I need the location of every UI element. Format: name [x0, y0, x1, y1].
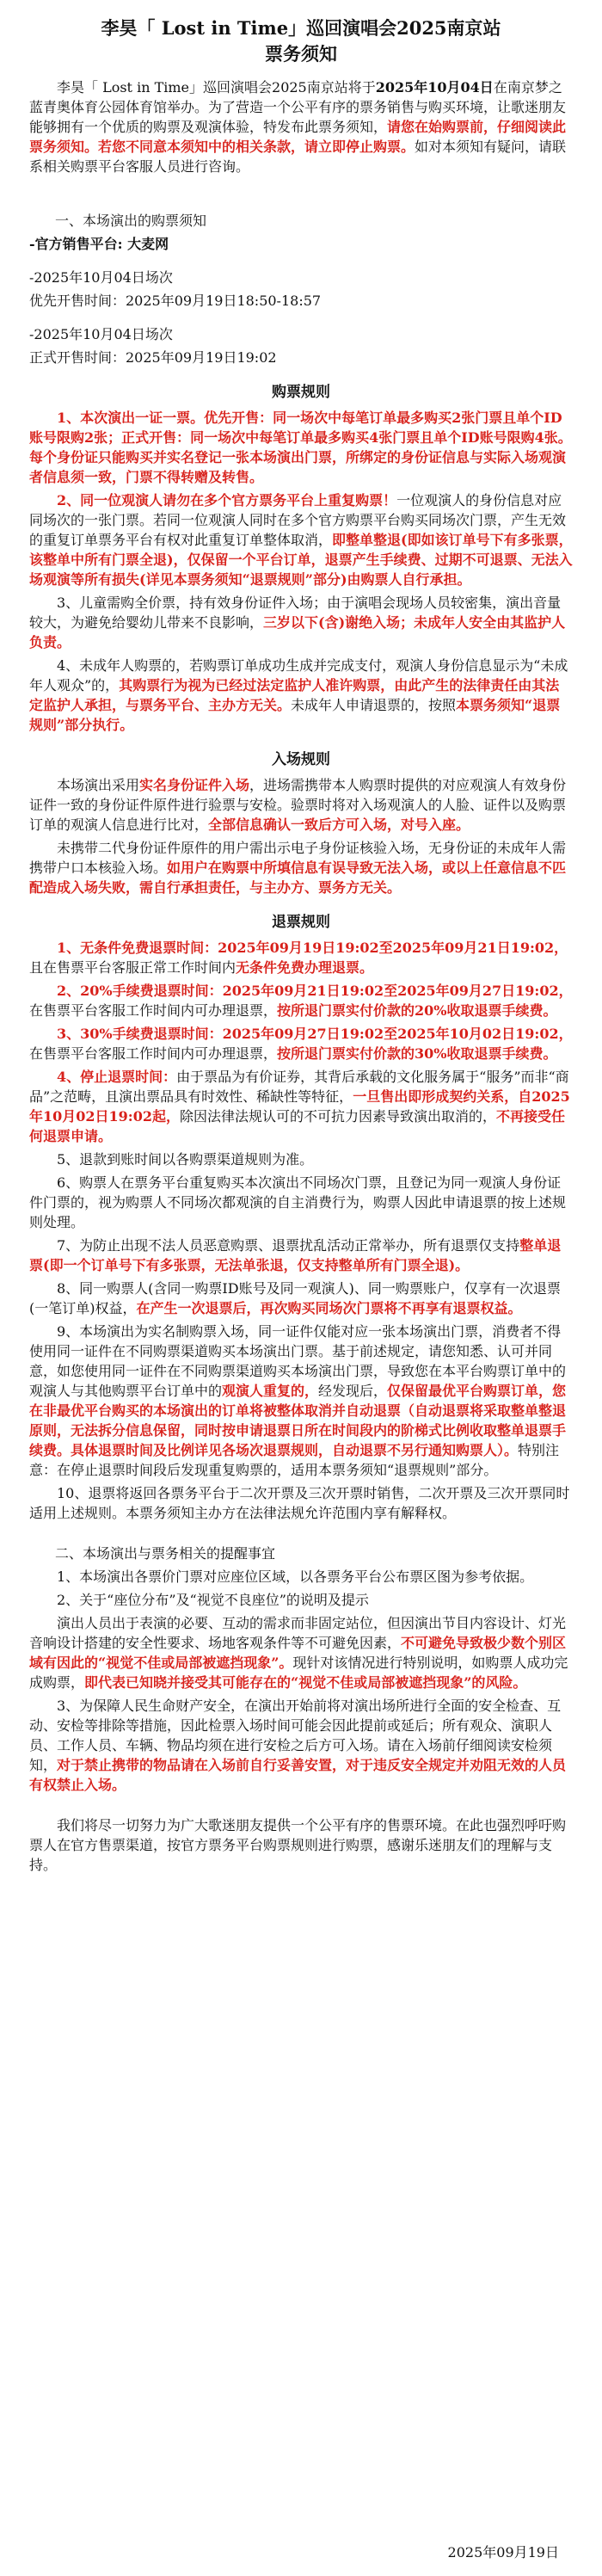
notes-heading: 二、本场演出与票务相关的提醒事宜	[55, 1545, 276, 1562]
note-3-text: 3、为保障人民生命财产安全，在演出开始前将对演出场所进行全面的安全检查、互动、安检等排除等措施，因此检票入场时间可能会因此提前或延后；所有观众、演职人员、工作人员、车辆、物品均须在进行安检之后方可入场。请在入场前仔细阅读安检须知，	[29, 1698, 562, 1773]
note-2-title: 2、关于“座位分布”及“视觉不良座位”的说明及提示	[57, 1592, 369, 1608]
refund-rule-3-terms: 按所退门票实付价款的30%收取退票手续费。	[277, 1045, 557, 1062]
refund-rule-2-terms: 按所退门票实付价款的20%收取退票手续费。	[277, 1002, 557, 1019]
refund-rule-5: 5、退款到账时间以各购票渠道规则为准。	[57, 1151, 314, 1168]
entry-rule-2-text: 未携带二代身份证件原件的用户需出示电子身份证核验入场，无身份证的未成年人需携带户口本核验入场。	[29, 840, 567, 876]
refund-rule-7	[29, 1236, 573, 1275]
purchase-rule-3-warning: 三岁以下(含)谢绝入场；未成年人安全由其监护人负责。	[29, 614, 566, 650]
purchase-rule-3-text: 3、儿童需购全价票，持有效身份证件入场；由于演唱会现场人员较密集，演出音量较大，为避免给婴幼儿带来不良影响，	[29, 595, 562, 631]
intro-text-1: 李昊「 Lost in Time」巡回演唱会2025南京站将于	[57, 79, 376, 96]
purchase-heading: 一、本场演出的购票须知	[55, 213, 207, 229]
refund-rule-4-warning: 不再接受任何退票申请。	[29, 1108, 566, 1144]
session-2-sale-time: 正式开售时间：2025年09月19日19:02	[29, 349, 277, 366]
refund-rule-8	[29, 1279, 573, 1318]
refund-rule-4	[29, 1067, 573, 1146]
refund-rule-9-highlight: 观演人重复的，	[222, 1383, 319, 1399]
purchase-rule-4-warning: 其购票行为视为已经过法定监护人准许购票，由此产生的法律责任由其法定监护人承担，与票务平台、主办方无关。	[29, 677, 560, 713]
note-2-text: 演出人员出于表演的必要、互动的需求而非固定站位，但因演出节目内容设计、灯光音响设计搭建的安全性要求、场地客观条件等不可避免因素，	[29, 1615, 567, 1651]
refund-rule-8-text: 8、同一购票人(含同一购票ID账号及同一观演人)、同一购票账户，仅享有一次退票(一笔订单)权益，	[29, 1280, 561, 1316]
refund-rule-7-text: 7、为防止出现不法人员恶意购票、退票扰乱活动正常举办，所有退票仅支持	[57, 1237, 520, 1254]
title-line-2: 票务须知	[265, 43, 337, 65]
refund-rule-9-text-2: 经发现后，	[318, 1383, 388, 1399]
purchase-rule-2-lead: 2、同一位观演人请勿在多个官方票务平台上重复购票！	[57, 492, 397, 508]
refund-rule-3-period: 3、30%手续费退票时间：2025年09月27日19:02至2025年10月02日19:02，	[57, 1026, 573, 1042]
refund-rule-9-text: 9、本场演出为实名制购票入场，同一证件仅能对应一张本场演出门票，消费者不得使用同一证件在不同购票渠道购买本场演出门票。基于前述规定，请您知悉、认可并同意，如您使用同一证件在不同购票渠道购买本场演出门票，导致您在本平台购票订单中的观演人与其他购票平台订单中的	[29, 1323, 567, 1399]
note-3	[29, 1696, 573, 1795]
intro-paragraph	[29, 77, 573, 176]
refund-rule-1-terms: 无条件免费办理退票。	[236, 959, 374, 976]
note-2-text-2: 现针对该情况进行特别说明，如购票人成功完成购票，	[29, 1655, 568, 1691]
purchase-rule-2	[29, 490, 573, 589]
entry-rules-heading: 入场规则	[272, 751, 330, 768]
footer-date: 2025年09月19日	[447, 2544, 559, 2561]
refund-rule-9-warning: 仅保留最优平台购票订单，您在非最优平台购买的本场演出的订单将被整体取消并自动退票（自动退票将采取整单整退原则，无法拆分信息保留，同时按申请退票日所在时间段内的阶梯式比例收取整单退票手续费。具体退票时间及比例详见各场次退票规则，自动退票不另行通知购票人）。	[29, 1383, 567, 1458]
purchase-rule-4-text-2: 未成年人申请退票的，按照	[291, 697, 457, 713]
refund-rule-4-text: 由于票品为有价证券，其背后承载的文化服务属于“服务”而非“商品”之范畴，且演出票品具有时效性、稀缺性等特征，	[29, 1069, 569, 1105]
entry-rule-1-warning: 全部信息确认一致后方可入场，对号入座。	[208, 817, 470, 833]
refund-rule-8-warning: 在产生一次退票后，再次购买同场次门票将不再享有退票权益。	[136, 1300, 522, 1316]
closing-paragraph: 我们将尽一切努力为广大歌迷朋友提供一个公平有序的售票环境。在此也强烈呼吁购票人在官方售票渠道，按官方票务平台购票规则进行购票，感谢乐迷朋友们的理解与支持。	[29, 1817, 567, 1873]
entry-rule-1-text: 本场演出采用	[57, 777, 140, 793]
refund-rule-2-period: 2、20%手续费退票时间：2025年09月21日19:02至2025年09月27日19:02，	[57, 983, 573, 999]
refund-rule-9	[29, 1322, 573, 1480]
page-title	[29, 15, 573, 67]
refund-rule-4-lead: 4、停止退票时间：	[57, 1069, 177, 1085]
purchase-rules-heading: 购票规则	[272, 384, 330, 401]
note-3-warning: 对于禁止携带的物品请在入场前自行妥善安置，对于违反安全规定并劝阻无效的人员有权禁止入场。	[29, 1757, 567, 1793]
refund-rule-3	[29, 1024, 573, 1063]
purchase-rule-3	[29, 593, 573, 652]
purchase-rule-4-warning-2: 本票务须知“退票规则”部分执行。	[29, 697, 561, 733]
note-1: 1、本场演出各票价门票对应座位区域，以各票务平台公布票区图为参考依据。	[57, 1568, 534, 1585]
refund-rule-2	[29, 981, 573, 1020]
refund-rule-1-text: 且在售票平台客服正常工作时间内	[29, 959, 236, 976]
note-2	[29, 1613, 573, 1692]
entry-rule-1	[29, 775, 573, 835]
refund-rule-6: 6、购票人在票务平台重复购买本次演出不同场次门票，且登记为同一观演人身份证件门票的，视为购票人不同场次都观演的自主消费行为，购票人因此申请退票的按上述规则处理。	[29, 1174, 567, 1230]
refund-rule-1	[29, 938, 573, 977]
purchase-rule-4-text: 4、未成年人购票的，若购票订单成功生成并完成支付，观演人身份信息显示为“未成年人观众”的，	[29, 657, 568, 693]
purchase-rule-4	[29, 656, 573, 735]
entry-rule-2-warning: 如用户在购票中所填信息有误导致无法入场，或以上任意信息不匹配造成入场失败，需自行承担责任，与主办方、票务方无关。	[29, 860, 567, 896]
refund-rule-9-note: 特别注意：在停止退票时间段后发现重复购票的，适用本票务须知“退票规则”部分。	[29, 1442, 560, 1478]
title-line-1: 李昊「 Lost in Time」巡回演唱会2025南京站	[101, 17, 501, 39]
session-2-date: -2025年10月04日场次	[29, 326, 173, 342]
note-2-warning-2: 即代表已知晓并接受其可能存在的“视觉不佳或局部被遮挡现象”的风险。	[84, 1674, 527, 1691]
entry-rule-2	[29, 838, 573, 897]
session-1-date: -2025年10月04日场次	[29, 269, 173, 286]
refund-rules-heading: 退票规则	[272, 914, 330, 931]
refund-rule-4-deadline: 一旦售出即形成契约关系，自2025年10月02日19:02起，	[29, 1088, 570, 1125]
intro-text-3: 如对本须知有疑问，请联系相关购票平台客服人员进行咨询。	[29, 139, 567, 175]
refund-rule-10: 10、退票将返回各票务平台于二次开票及三次开票时销售，二次开票及三次开票同时适用上述规则。本票务须知主办方在法律法规允许范围内享有解释权。	[29, 1485, 570, 1521]
refund-rule-4-text-2: 除因法律法规认可的不可抗力因素导致演出取消的，	[179, 1108, 496, 1125]
note-2-warning: 不可避免导致极少数个别区域有因此的“视觉不佳或局部被遮挡现象”。	[29, 1635, 567, 1671]
purchase-rule-2-text: 一位观演人的身份信息对应同场次的一张门票。若同一位观演人同时在多个官方购票平台购买同场次门票，产生无效的重复订单票务平台有权对此重复订单整体取消，	[29, 492, 567, 548]
entry-rule-1-highlight: 实名身份证件入场	[139, 777, 250, 793]
purchase-rule-1: 1、本次演出一证一票。优先开售：同一场次中每笔订单最多购买2张门票且单个ID账号限购2张；正式开售：同一场次中每笔订单最多购买4张门票且单个ID账号限购4张。每个身份证只能购买并实名登记一张本场演出门票，所绑定的身份证信息与实际入场观演者信息须一致，门票不得转赠及转售。	[29, 410, 572, 485]
intro-warning: 请您在始购票前，仔细阅读此票务须知。若您不同意本须知中的相关条款，请立即停止购票。	[29, 119, 567, 155]
purchase-rule-2-warning: 即整单整退(即如该订单号下有多张票，该整单中所有门票全退)，仅保留一个平台订单，退票产生手续费、过期不可退票、无法入场观演等所有损失(详见本票务须知“退票规则”部分)由购票人自行承担。	[29, 532, 573, 588]
official-platform: -官方销售平台: 大麦网	[29, 236, 169, 252]
refund-rule-3-text: 在售票平台客服工作时间内可办理退票，	[29, 1045, 278, 1062]
refund-rule-1-period: 1、无条件免费退票时间：2025年09月19日19:02至2025年09月21日19:02，	[57, 940, 568, 956]
session-1-presale-time: 优先开售时间：2025年09月19日18:50-18:57	[29, 293, 322, 309]
refund-rule-2-text: 在售票平台客服工作时间内可办理退票，	[29, 1002, 278, 1019]
event-date: 2025年10月04日	[375, 79, 494, 96]
refund-rule-7-warning: 整单退票(即一个订单号下有多张票，无法单张退，仅支持整单所有门票全退)。	[29, 1237, 562, 1273]
intro-text-2: 在南京梦之蓝青奥体育公园体育馆举办。为了营造一个公平有序的票务销售与购买环境，让歌迷朋友能够拥有一个优质的购票及观演体验，特发布此票务须知，	[29, 79, 567, 135]
entry-rule-1-text-2: ，进场需携带本人购票时提供的对应观演人有效身份证件一致的身份证件原件进行验票与安检。验票时将对入场观演人的人脸、证件以及购票订单的观演人信息进行比对，	[29, 777, 567, 833]
